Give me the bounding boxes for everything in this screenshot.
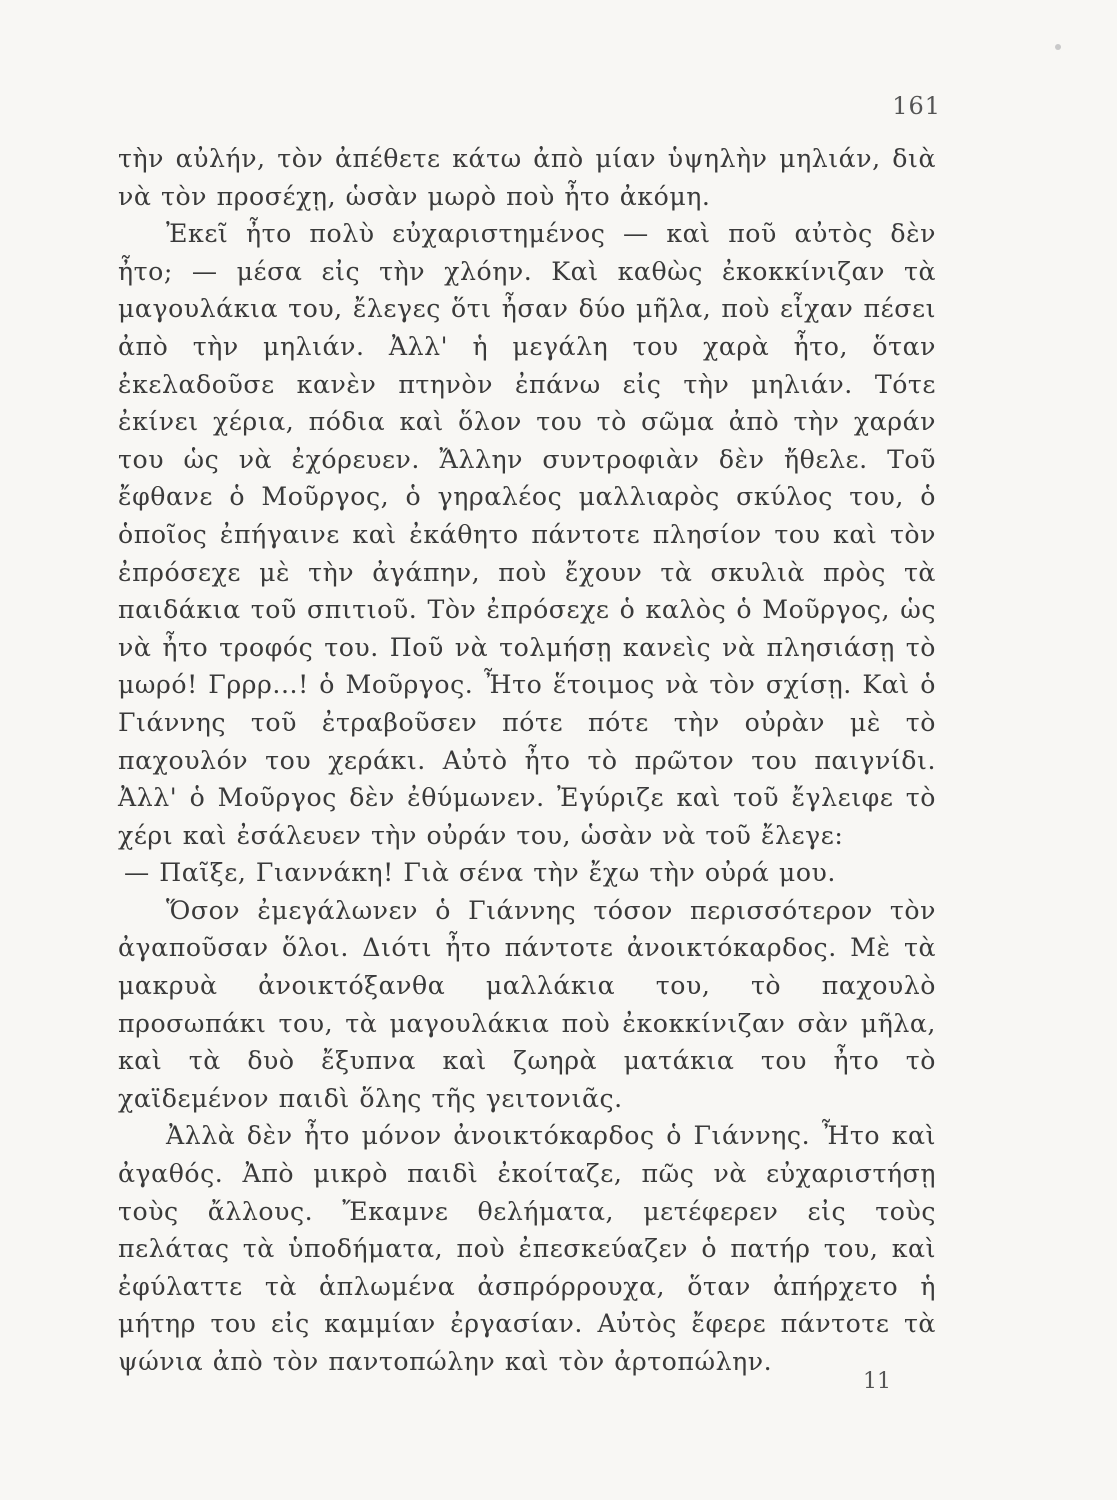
- paragraph-growing: Ὅσον ἐμεγάλωνεν ὁ Γιάννης τόσον περισσότερον τὸν ἀγαποῦσαν ὅλοι. Διότι ἦτο πάντοτε ἀνοικτόκαρδος. Μὲ τὰ μακρυὰ ἀνοικτόξανθα μαλλάκια του, τὸ παχουλὸ προσωπάκι του, τὰ μαγουλάκια ποὺ ἐκοκκίνιζαν σὰν μῆλα, καὶ τὰ δυὸ ἔξυπνα καὶ ζωηρὰ ματάκια του ἦτο τὸ χαϊδεμένον παιδὶ ὅλης τῆς γειτονιᾶς.: [118, 895, 936, 1113]
- text-block: [118, 140, 936, 1381]
- corner-speck: [1055, 44, 1061, 50]
- paragraph-continuation: τὴν αὐλήν, τὸν ἀπέθετε κάτω ἀπὸ μίαν ὑψηλὴν μηλιάν, διὰ νὰ τὸν προσέχῃ, ὡσὰν μωρὸ ποὺ ἦτο ἀκόμη.: [118, 144, 936, 211]
- page-number: 161: [892, 92, 941, 120]
- paragraph-kindness: Ἀλλὰ δὲν ἦτο μόνον ἀνοικτόκαρδος ὁ Γιάννης. Ἦτο καὶ ἀγαθός. Ἀπὸ μικρὸ παιδὶ ἐκοίταζε, πῶς νὰ εὐχαριστήσῃ τοὺς ἄλλους. Ἔκαμνε θελήματα, μετέφερεν εἰς τοὺς πελάτας τὰ ὑποδήματα, ποὺ ἐπεσκεύαζεν ὁ πατήρ του, καὶ ἐφύλαττε τὰ ἁπλωμένα ἀσπρόρρουχα, ὅταν ἀπήρχετο ἡ μήτηρ του εἰς καμμίαν ἐργασίαν. Αὐτὸς ἔφερε πάντοτε τὰ ψώνια ἀπὸ τὸν παντοπώλην καὶ τὸν ἀρτοπώλην.: [118, 1121, 936, 1376]
- paragraph-garden: Ἐκεῖ ἦτο πολὺ εὐχαριστημένος — καὶ ποῦ αὐτὸς δὲν ἦτο; — μέσα εἰς τὴν χλόην. Καὶ καθὼς ἐκοκκίνιζαν τὰ μαγουλάκια του, ἔλεγες ὅτι ἦσαν δύο μῆλα, ποὺ εἶχαν πέσει ἀπὸ τὴν μηλιάν. Ἀλλ' ἡ μεγάλη του χαρὰ ἦτο, ὅταν ἐκελαδοῦσε κανὲν πτηνὸν ἐπάνω εἰς τὴν μηλιάν. Τότε ἐκίνει χέρια, πόδια καὶ ὅλον του τὸ σῶμα ἀπὸ τὴν χαράν του ὡς νὰ ἐχόρευεν. Ἄλλην συντροφιὰν δὲν ἤθελε. Τοῦ ἔφθανε ὁ Μοῦργος, ὁ γηραλέος μαλλιαρὸς σκύλος του, ὁ ὁποῖος ἐπήγαινε καὶ ἐκάθητο πάντοτε πλησίον του καὶ τὸν ἐπρόσεχε μὲ τὴν ἀγάπην, ποὺ ἔχουν τὰ σκυλιὰ πρὸς τὰ παιδάκια τοῦ σπιτιοῦ. Τὸν ἐπρόσεχε ὁ καλὸς ὁ Μοῦργος, ὡς νὰ ἦτο τροφός του. Ποῦ νὰ τολμήσῃ κανεὶς νὰ πλησιάσῃ τὸ μωρό! Γρρρ...! ὁ Μοῦργος. Ἦτο ἕτοιμος νὰ τὸν σχίσῃ. Καὶ ὁ Γιάννης τοῦ ἐτραβοῦσεν πότε πότε τὴν οὐρὰν μὲ τὸ παχουλόν του χεράκι. Αὐτὸ ἦτο τὸ πρῶτον του παιγνίδι. Ἀλλ' ὁ Μοῦργος δὲν ἐθύμωνεν. Ἐγύριζε καὶ τοῦ ἔγλειφε τὸ χέρι καὶ ἐσάλευεν τὴν οὐράν του, ὡσὰν νὰ τοῦ ἔλεγε:: [118, 219, 936, 850]
- paragraph-dialogue: — Παῖξε, Γιαννάκη! Γιὰ σένα τὴν ἔχω τὴν οὐρά μου.: [124, 858, 836, 888]
- signature-mark: 11: [863, 1369, 891, 1394]
